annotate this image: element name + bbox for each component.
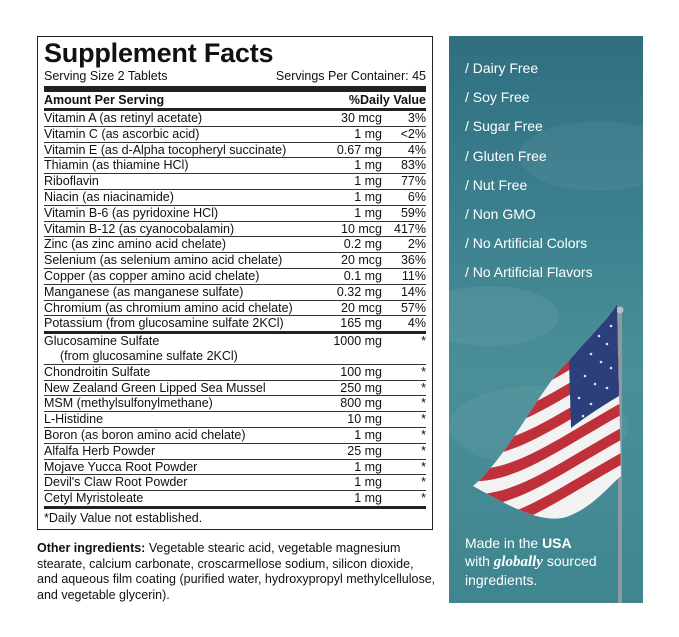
serving-line <box>44 68 426 84</box>
claim-item: / No Artificial Colors <box>465 235 588 252</box>
footnote: *Daily Value not established. <box>44 510 203 525</box>
nutrient-name: Vitamin B-12 (as cyanocobalamin) <box>44 221 235 236</box>
amount-header: Amount Per Serving <box>44 93 165 107</box>
nutrient-dv: 4% <box>407 142 426 157</box>
nutrient-name: Potassium (from glucosamine sulfate 2KCl) <box>44 316 284 331</box>
nutrient-row <box>44 253 426 269</box>
nutrient-amount: 1 mg <box>354 427 382 442</box>
nutrient-amount: 800 mg <box>340 396 382 411</box>
claim-item: / Non GMO <box>465 206 536 223</box>
nutrient-dv: 36% <box>400 253 426 268</box>
nutrient-amount: 1 mg <box>354 174 382 189</box>
nutrient-dv: * <box>421 396 426 411</box>
made-in-usa-text: Made in the USA with globally sourced ingredients. <box>465 535 597 588</box>
nutrient-name: New Zealand Green Lipped Sea Mussel <box>44 380 266 395</box>
nutrient-row <box>44 365 426 381</box>
nutrient-row <box>44 381 426 397</box>
nutrient-name: Copper (as copper amino acid chelate) <box>44 268 260 283</box>
nutrient-dv: 3% <box>407 111 426 125</box>
nutrient-name: Zinc (as zinc amino acid chelate) <box>44 237 227 252</box>
ingredients-label: Other ingredients: <box>37 541 146 555</box>
nutrient-amount: 250 mg <box>340 380 382 395</box>
nutrient-amount: 0.32 mg <box>336 284 382 299</box>
nutrient-subname: (from glucosamine sulfate 2KCl) <box>60 348 238 363</box>
nutrient-amount: 1 mg <box>354 459 382 474</box>
nutrient-dv: * <box>421 459 426 474</box>
nutrient-row <box>44 269 426 285</box>
claim-item: / Soy Free <box>465 89 530 106</box>
nutrient-dv: * <box>421 491 426 506</box>
nutrient-row <box>44 174 426 190</box>
nutrient-row <box>44 237 426 253</box>
product-claims-panel <box>449 36 643 603</box>
nutrient-amount: 10 mcg <box>341 221 382 236</box>
nutrient-dv: * <box>421 364 426 379</box>
facts-title: Supplement Facts <box>44 38 274 68</box>
nutrient-dv: 83% <box>400 158 426 173</box>
proprietary-rows <box>44 365 426 509</box>
nutrient-name: Boron (as boron amino acid chelate) <box>44 427 246 442</box>
nutrient-dv: 57% <box>400 300 426 315</box>
nutrient-row <box>44 111 426 127</box>
nutrient-name: Niacin (as niacinamide) <box>44 189 174 204</box>
dv-header: %Daily Value <box>348 93 426 107</box>
nutrient-amount: 100 mg <box>340 364 382 379</box>
nutrient-name: L-Histidine <box>44 412 104 427</box>
nutrient-dv: 14% <box>400 284 426 299</box>
nutrient-amount: 20 mcg <box>341 253 382 268</box>
nutrient-rows <box>44 111 426 334</box>
nutrient-name: Alfalfa Herb Powder <box>44 443 156 458</box>
nutrient-amount: 1 mg <box>354 189 382 204</box>
nutrient-amount: 10 mg <box>347 412 382 427</box>
nutrient-row <box>44 143 426 159</box>
nutrient-row <box>44 127 426 143</box>
nutrient-row <box>44 285 426 301</box>
nutrient-name: Cetyl Myristoleate <box>44 491 144 506</box>
nutrient-amount: 1 mg <box>354 491 382 506</box>
nutrient-row <box>44 475 426 491</box>
claim-item: / Sugar Free <box>465 118 543 135</box>
nutrient-name: Vitamin C (as ascorbic acid) <box>44 126 200 141</box>
nutrient-name: Chondroitin Sulfate <box>44 364 151 379</box>
nutrient-dv: * <box>421 334 426 349</box>
nutrient-dv: <2% <box>400 126 426 141</box>
nutrient-dv: 11% <box>401 268 426 283</box>
claim-item: / Nut Free <box>465 176 528 193</box>
nutrient-amount: 0.1 mg <box>343 268 382 283</box>
nutrient-row <box>44 206 426 222</box>
nutrient-dv: * <box>421 443 426 458</box>
nutrient-row <box>44 491 426 509</box>
nutrient-dv: * <box>421 380 426 395</box>
nutrient-dv: 2% <box>407 237 426 252</box>
nutrient-name: Devil's Claw Root Powder <box>44 475 188 490</box>
nutrient-amount: 1 mg <box>354 126 382 141</box>
nutrient-name: Manganese (as manganese sulfate) <box>44 284 244 299</box>
nutrient-row <box>44 396 426 412</box>
nutrient-row <box>44 158 426 174</box>
nutrient-name: Chromium (as chromium amino acid chelate) <box>44 300 293 315</box>
nutrient-name: Vitamin E (as d-Alpha tocopheryl succinate) <box>44 142 287 157</box>
nutrient-row-glucosamine <box>44 334 426 365</box>
serving-size: Serving Size 2 Tablets <box>44 69 168 83</box>
nutrient-dv: 59% <box>400 205 426 220</box>
nutrient-amount: 1 mg <box>354 205 382 220</box>
nutrient-name: Selenium (as selenium amino acid chelate) <box>44 253 283 268</box>
nutrient-dv: 6% <box>407 189 426 204</box>
nutrient-row <box>44 428 426 444</box>
nutrient-dv: * <box>421 475 426 490</box>
nutrient-name: Riboflavin <box>44 174 99 189</box>
ingredients-text: Vegetable stearic acid, vegetable magnesium stearate, calcium carbonate, croscarmellose sodium, silicon dioxide, and aqueous film coating (purified water, hydroxypropyl methylcellulose, and vegetable glycerin). <box>37 541 436 602</box>
nutrient-amount: 0.2 mg <box>343 237 382 252</box>
nutrient-amount: 1000 mg <box>333 334 382 349</box>
nutrient-dv: * <box>421 427 426 442</box>
nutrient-name: Thiamin (as thiamine HCl) <box>44 158 189 173</box>
claim-item: / Gluten Free <box>465 147 547 164</box>
nutrient-name: Vitamin B-6 (as pyridoxine HCl) <box>44 205 219 220</box>
servings-per-container: Servings Per Container: 45 <box>275 69 426 83</box>
nutrient-amount: 30 mcg <box>341 111 382 125</box>
nutrient-name: MSM (methylsulfonylmethane) <box>44 396 213 411</box>
nutrient-row <box>44 316 426 334</box>
nutrient-row <box>44 444 426 460</box>
nutrient-dv: 417% <box>394 221 426 236</box>
claim-item: / No Artificial Flavors <box>465 264 593 281</box>
facts-header-row <box>44 92 426 111</box>
other-ingredients <box>37 541 437 603</box>
nutrient-amount: 20 mcg <box>341 300 382 315</box>
nutrient-name: Glucosamine Sulfate <box>44 334 160 349</box>
nutrient-name: Mojave Yucca Root Powder <box>44 459 198 474</box>
nutrient-row <box>44 412 426 428</box>
nutrient-name: Vitamin A (as retinyl acetate) <box>44 111 203 125</box>
claim-item: / Dairy Free <box>465 60 539 76</box>
nutrient-dv: * <box>421 412 426 427</box>
nutrient-row <box>44 460 426 476</box>
nutrient-amount: 0.67 mg <box>336 142 382 157</box>
nutrient-amount: 25 mg <box>347 443 382 458</box>
nutrient-row <box>44 190 426 206</box>
nutrient-dv: 77% <box>400 174 426 189</box>
nutrient-row <box>44 301 426 317</box>
nutrient-amount: 1 mg <box>354 158 382 173</box>
supplement-facts-panel <box>37 36 433 530</box>
nutrient-row <box>44 222 426 238</box>
nutrient-dv: 4% <box>407 316 426 331</box>
nutrient-amount: 165 mg <box>340 316 382 331</box>
nutrient-amount: 1 mg <box>354 475 382 490</box>
claims-list <box>465 54 593 288</box>
